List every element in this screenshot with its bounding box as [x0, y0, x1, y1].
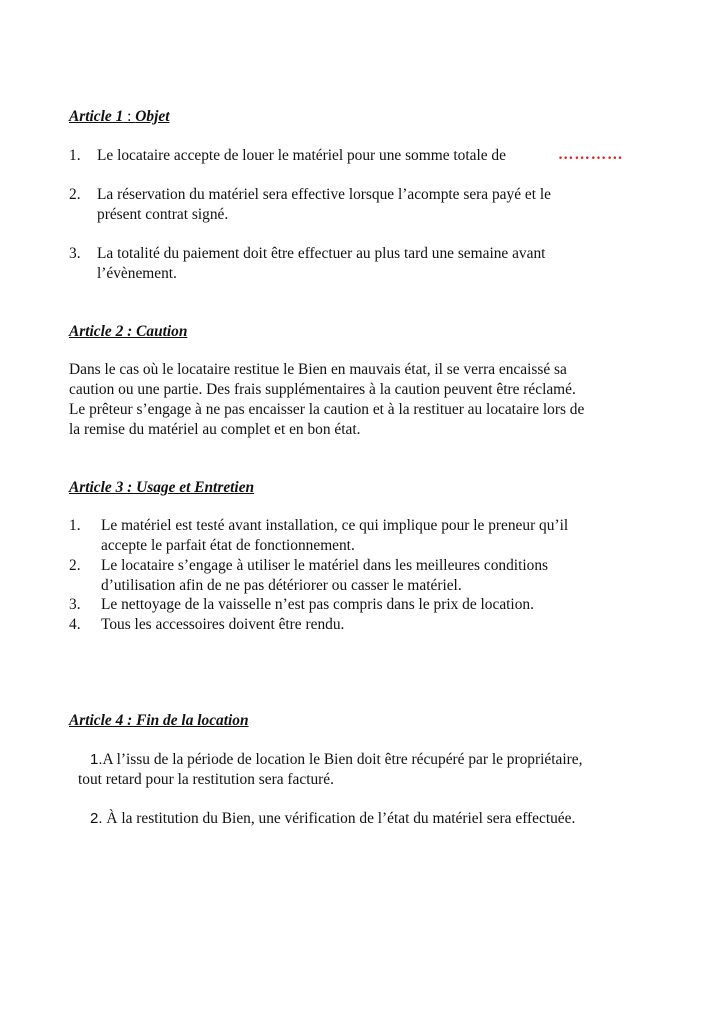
article-4-heading: Article 4 : Fin de la location: [69, 712, 249, 729]
item-number: 1.: [69, 517, 81, 534]
amount-blank-field[interactable]: …………: [558, 146, 624, 163]
item-text: La totalité du paiement doit être effectuer au plus tard une semaine avant: [97, 245, 546, 262]
paragraph-line: caution ou une partie. Des frais supplémentaires à la caution peuvent être réclamé.: [69, 381, 576, 398]
item-text: Le locataire s’engage à utiliser le matériel dans les meilleures conditions: [101, 557, 549, 574]
paragraph-line: Dans le cas où le locataire restitue le Bien en mauvais état, il se verra encaissé sa: [69, 361, 567, 378]
article-1-heading-number: Article 1: [69, 108, 124, 125]
item-text: d’utilisation afin de ne pas détériorer ou casser le matériel.: [101, 577, 462, 594]
item-text: Le matériel est testé avant installation, ce qui implique pour le preneur qu’il: [101, 517, 569, 534]
article-1-heading-title: Objet: [135, 108, 170, 125]
item-number: 2.: [90, 810, 103, 827]
item-number: 2.: [69, 557, 81, 574]
item-text: l’évènement.: [97, 265, 177, 282]
article-3-heading: Article 3 : Usage et Entretien: [69, 479, 255, 496]
item-text: tout retard pour la restitution sera facturé.: [78, 771, 334, 788]
item-text: Le nettoyage de la vaisselle n’est pas compris dans le prix de location.: [101, 596, 534, 613]
article-2-heading: Article 2 : Caution: [69, 323, 188, 340]
item-number: 1.: [90, 751, 103, 768]
item-text: À la restitution du Bien, une vérification de l’état du matériel sera effectuée.: [102, 810, 576, 827]
item-number: 4.: [69, 616, 81, 633]
item-text: Tous les accessoires doivent être rendu.: [101, 616, 345, 633]
item-number: 1.: [69, 147, 81, 164]
item-number: 2.: [69, 186, 81, 203]
item-text: accepte le parfait état de fonctionnement.: [101, 537, 355, 554]
item-text: Le locataire accepte de louer le matériel pour une somme totale de: [97, 147, 506, 164]
item-number: 3.: [69, 596, 81, 613]
item-text: La réservation du matériel sera effective lorsque l’acompte sera payé et le: [97, 186, 551, 203]
item-text: présent contrat signé.: [97, 206, 229, 223]
item-number: 3.: [69, 245, 81, 262]
paragraph-line: la remise du matériel au complet et en bon état.: [69, 421, 361, 438]
article-1-heading: [69, 108, 169, 126]
article-1-heading-separator: :: [123, 108, 136, 125]
item-text: A l’issu de la période de location le Bien doit être récupéré par le propriétaire,: [102, 751, 583, 768]
paragraph-line: Le prêteur s’engage à ne pas encaisser la caution et à la restituer au locataire lors de: [69, 401, 585, 418]
